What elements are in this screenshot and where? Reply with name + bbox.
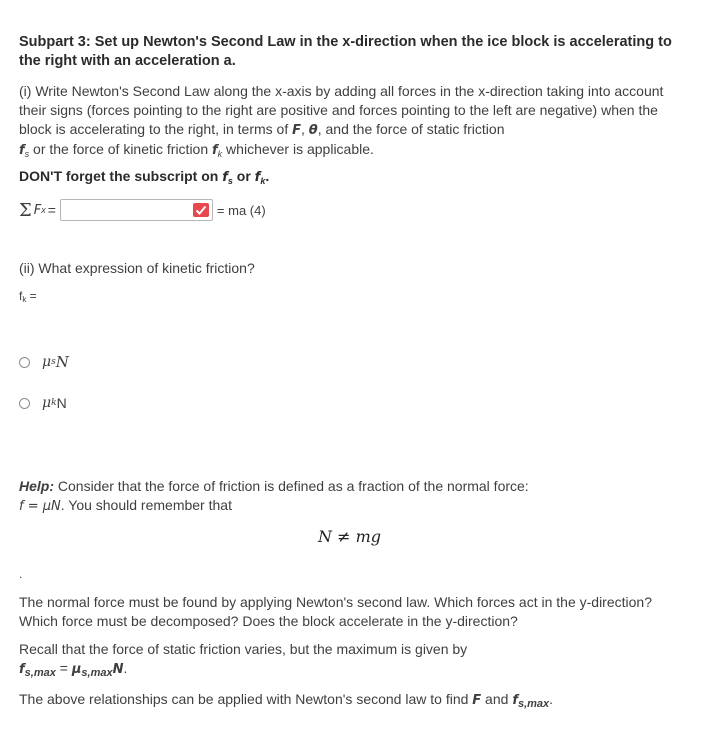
option-mu-k-N[interactable] bbox=[19, 395, 67, 411]
separator: , bbox=[301, 121, 309, 137]
friction-formula: f = μN bbox=[19, 499, 61, 514]
var-N: N bbox=[112, 662, 124, 677]
equation-rhs: = ma (4) bbox=[216, 202, 266, 218]
checkmark-icon bbox=[193, 203, 209, 217]
subscript-s: s bbox=[24, 149, 30, 159]
mu-symbol: μ bbox=[42, 354, 52, 370]
subscript-s: s bbox=[227, 176, 233, 186]
reminder-text: or bbox=[232, 168, 255, 184]
var-f: f bbox=[512, 693, 518, 708]
subscript-smax: s,max bbox=[81, 667, 113, 679]
var-F: F bbox=[472, 693, 482, 708]
subscript-smax: s,max bbox=[24, 667, 56, 679]
var-f: f bbox=[222, 170, 228, 185]
var-N: N bbox=[56, 395, 67, 411]
subscript-s: s bbox=[51, 357, 56, 367]
static-friction-text: Recall that the force of static friction varies, but the maximum is given by bbox=[19, 641, 468, 657]
var-f: f bbox=[254, 170, 261, 185]
normal-force-paragraph: The normal force must be found by applying Newton's second law. Which forces act in the y-direction? Which force must be decomposed? Does the block accelerate in the y-direction? bbox=[19, 594, 652, 629]
period: . bbox=[19, 567, 23, 581]
instruction-text: whichever is applicable. bbox=[222, 141, 374, 157]
part-ii-question: (ii) What expression of kinetic friction? bbox=[19, 260, 255, 276]
period: . bbox=[265, 168, 270, 184]
equation-row bbox=[19, 198, 266, 222]
subscript-k: k bbox=[260, 176, 266, 186]
help-text bbox=[19, 477, 679, 516]
var-N: N bbox=[55, 353, 69, 371]
fk-label bbox=[19, 289, 37, 304]
equals-sign: = bbox=[55, 660, 72, 676]
subscript-k: k bbox=[51, 398, 57, 408]
var-f: f bbox=[19, 662, 25, 677]
final-paragraph bbox=[19, 690, 689, 714]
equals-sign: = bbox=[26, 289, 37, 303]
sigma-symbol: Σ bbox=[19, 199, 32, 221]
instruction-text: or the force of kinetic friction bbox=[29, 141, 213, 157]
help-sentence: . You should remember that bbox=[60, 497, 232, 513]
var-F: F bbox=[292, 123, 302, 138]
var-f: f bbox=[19, 289, 23, 303]
part-i-instructions bbox=[19, 82, 684, 164]
help-label: Help: bbox=[19, 478, 54, 494]
equals-sign: = bbox=[47, 202, 56, 218]
radio-button[interactable] bbox=[19, 357, 30, 368]
subpart-title: Subpart 3: Set up Newton's Second Law in the x-direction when the ice block is accelerating to the right with an acceleration a. bbox=[19, 34, 672, 69]
instruction-text: , and the force of static friction bbox=[317, 121, 505, 137]
var-fk: f bbox=[212, 143, 218, 158]
period: . bbox=[549, 691, 554, 707]
var-fs: f bbox=[19, 143, 25, 158]
var-F: F bbox=[33, 202, 42, 218]
subscript-x: x bbox=[41, 205, 46, 215]
radio-button[interactable] bbox=[19, 398, 30, 409]
period: . bbox=[123, 660, 128, 676]
subscript-k: k bbox=[217, 149, 223, 159]
var-theta: θ bbox=[308, 123, 318, 138]
final-text: and bbox=[481, 691, 513, 707]
subscript-reminder bbox=[19, 168, 269, 186]
static-friction-paragraph bbox=[19, 640, 679, 683]
reminder-text: DON'T forget the subscript on bbox=[19, 168, 223, 184]
final-text: The above relationships can be applied with Newton's second law to find bbox=[19, 691, 473, 707]
normal-not-equal-mg: N ≠ mg bbox=[318, 527, 381, 546]
option-mu-s-N[interactable] bbox=[19, 353, 69, 371]
subscript-k: k bbox=[22, 295, 27, 304]
answer-input[interactable] bbox=[60, 199, 213, 221]
help-sentence: Consider that the force of friction is defined as a fraction of the normal force: bbox=[54, 478, 529, 494]
mu-symbol: μ bbox=[71, 662, 82, 677]
subscript-smax: s,max bbox=[517, 698, 550, 710]
instruction-text: (i) Write Newton's Second Law along the x-axis by adding all forces in the x-direction taking into account their signs (forces pointing to the right are positive and forces pointing to the left are negative) when the block is accelerating to the right, in terms of bbox=[19, 83, 664, 137]
mu-symbol: μ bbox=[42, 395, 52, 411]
